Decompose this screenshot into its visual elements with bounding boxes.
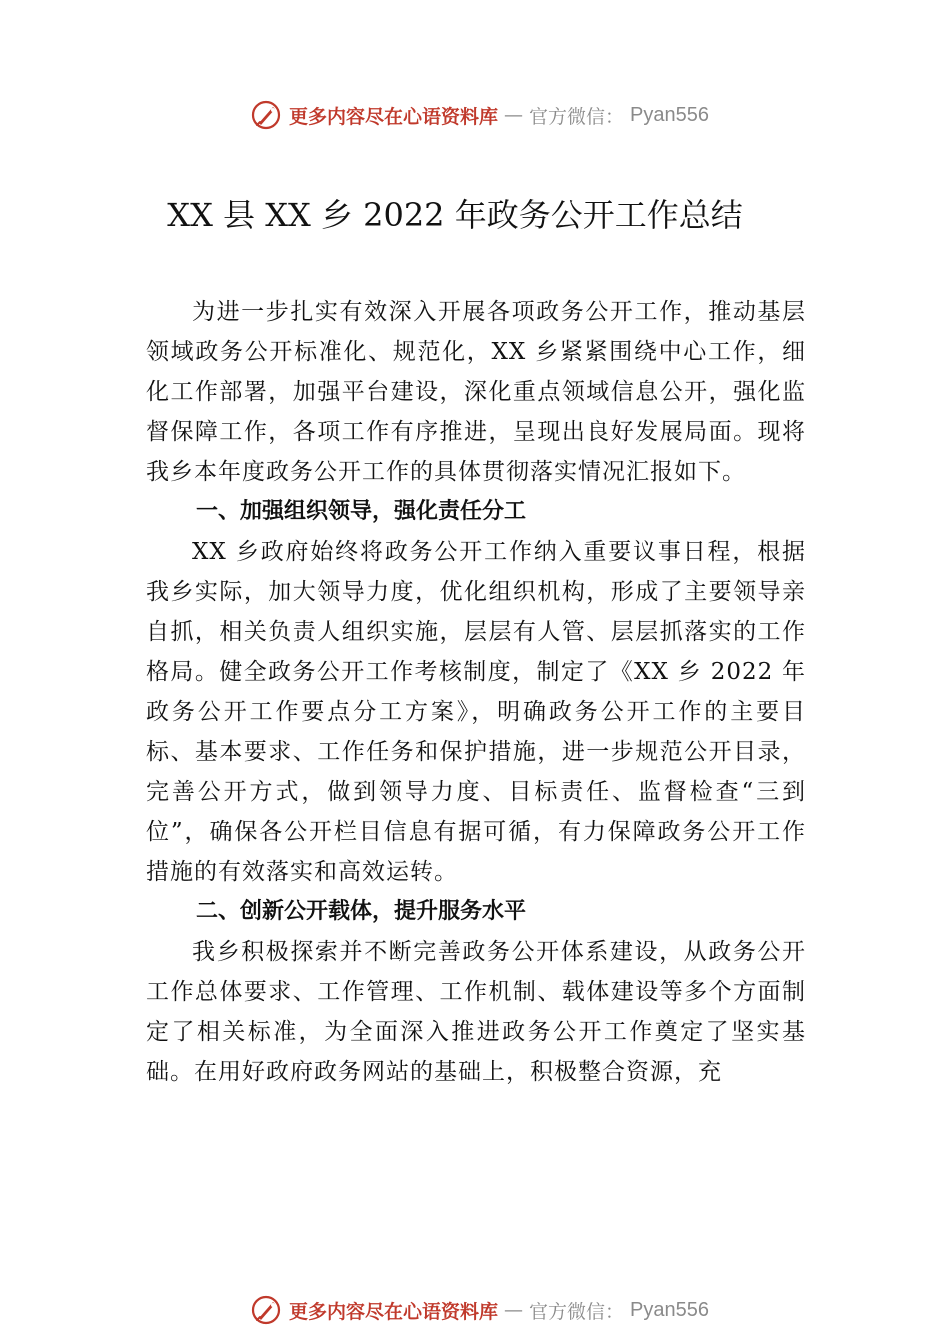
watermark-group <box>249 98 709 132</box>
watermark-dash: — <box>504 104 524 126</box>
watermark-brand: 更多内容尽在心语资料库 <box>289 1300 499 1323</box>
section-1-paragraph: XX 乡政府始终将政务公开工作纳入重要议事日程，根据我乡实际，加大领导力度，优化组织机构，形成了主要领导亲自抓，相关负责人组织实施，层层有人管、层层抓落实的工作格局。健全政务公开工作考核制度，制定了《XX 乡 2022 年政务公开工作要点分工方案》，明确政务公开工作的主要目标、基本要求、工作任务和保护措施，进一步规范公开目录，完善公开方式，做到领导力度、目标责任、监督检查“三到位”，确保各公开栏目信息有据可循，有力保障政务公开工作措施的有效落实和高效运转。 <box>146 539 806 885</box>
section-2-paragraph: 我乡积极探索并不断完善政务公开体系建设，从政务公开工作总体要求、工作管理、工作机制、载体建设等多个方面制定了相关标准，为全面深入推进政务公开工作奠定了坚实基础。在用好政府政务网站的基础上，积极整合资源，充 <box>146 939 806 1085</box>
watermark-wechat-id: Pyan556 <box>630 1298 709 1321</box>
intro-paragraph: 为进一步扎实有效深入开展各项政务公开工作，推动基层领域政务公开标准化、规范化，XX 乡紧紧围绕中心工作，细化工作部署，加强平台建设，深化重点领域信息公开，强化监督保障工作，各项工作有序推进，呈现出良好发展局面。现将我乡本年度政务公开工作的具体贯彻落实情况汇报如下。 <box>146 299 806 485</box>
header-watermark <box>0 95 950 135</box>
section-2-heading: 二、创新公开载体，提升服务水平 <box>196 899 527 924</box>
quill-logo-icon <box>249 1293 283 1327</box>
watermark-dash: — <box>504 1299 524 1321</box>
watermark-wechat-id: Pyan556 <box>630 103 709 126</box>
watermark-brand: 更多内容尽在心语资料库 <box>289 105 499 128</box>
quill-logo-icon <box>249 98 283 132</box>
document-body <box>146 292 806 1092</box>
document-title: XX 县 XX 乡 2022 年政务公开工作总结 <box>167 196 743 234</box>
watermark-group <box>249 1293 709 1327</box>
watermark-official-label: 官方微信： <box>529 105 625 128</box>
section-1-heading: 一、加强组织领导，强化责任分工 <box>196 499 527 524</box>
footer-watermark <box>0 1290 950 1330</box>
watermark-official-label: 官方微信： <box>529 1300 625 1323</box>
